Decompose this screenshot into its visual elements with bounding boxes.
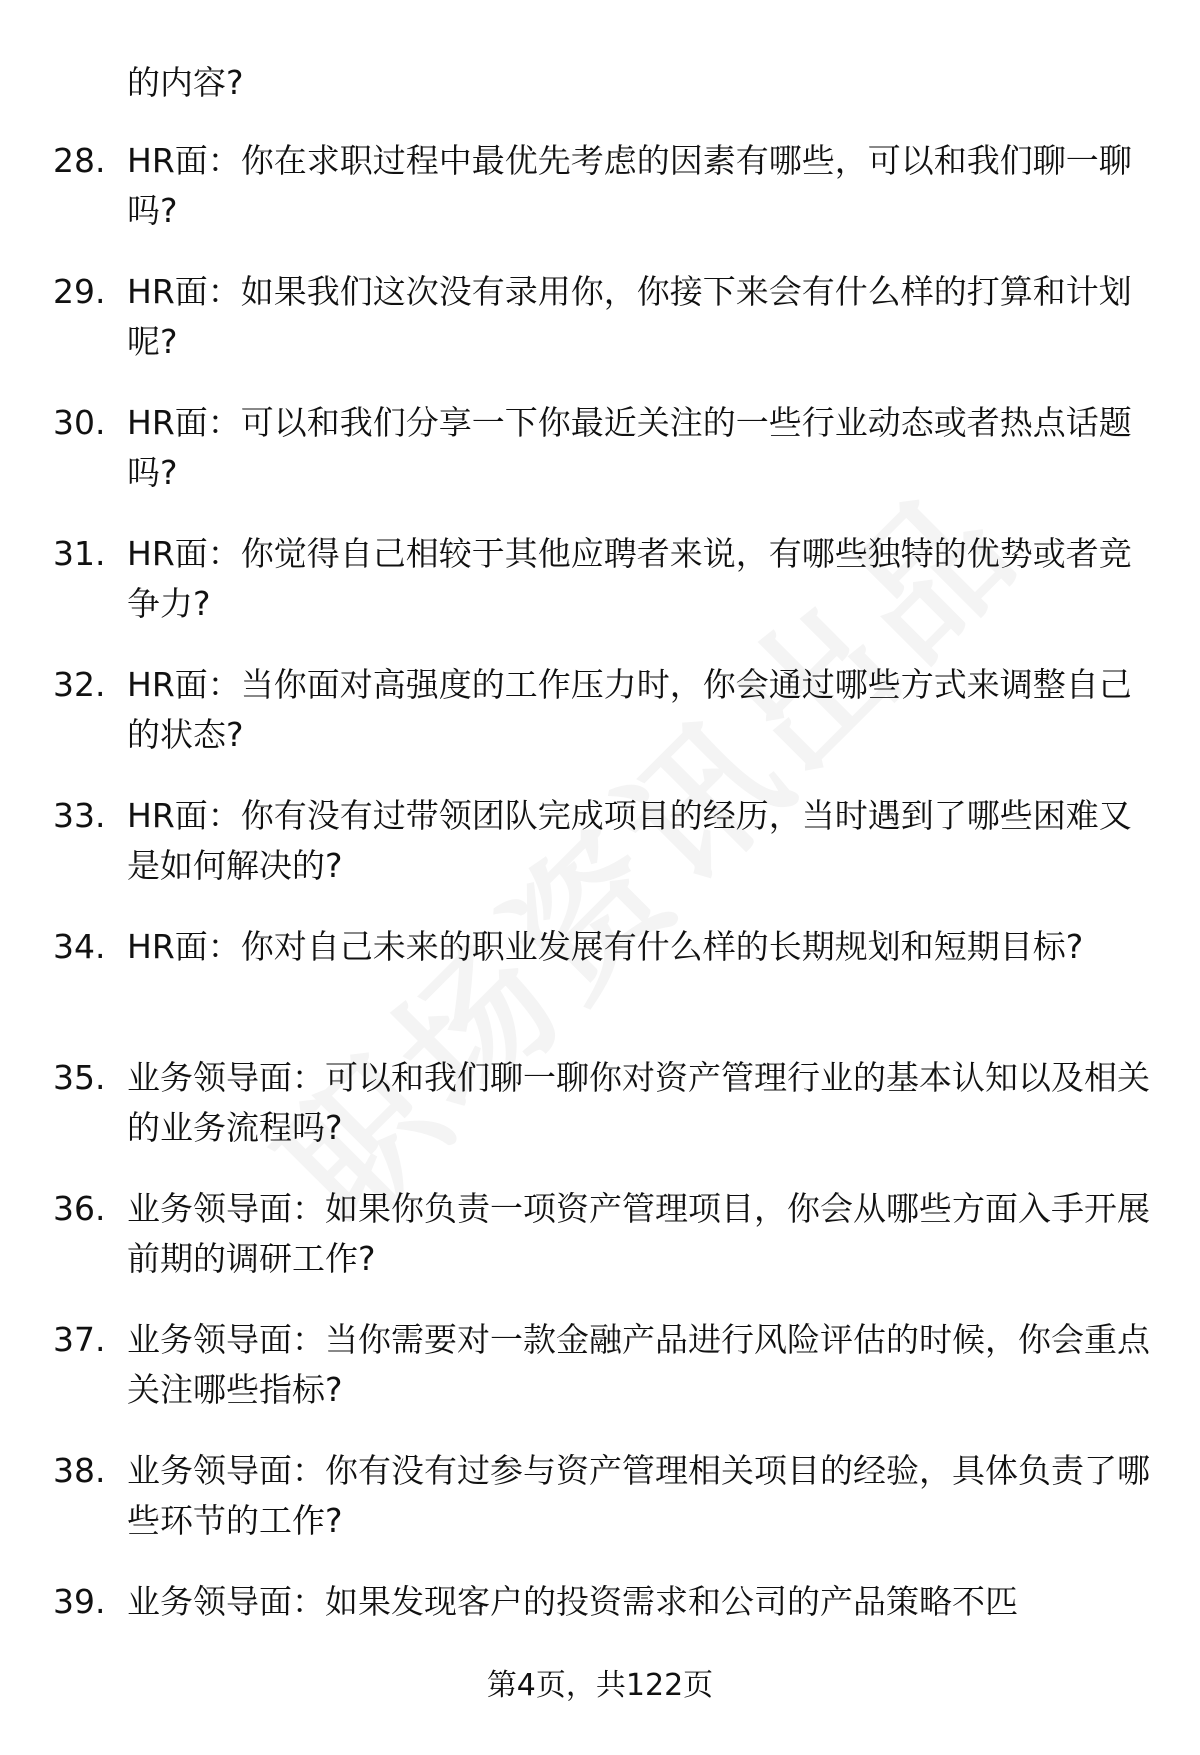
page-footer: 第4页，共122页	[486, 1668, 714, 1703]
list-item	[0, 398, 1200, 529]
question-number: 30.	[53, 403, 106, 442]
question-number: 33.	[53, 796, 106, 835]
list-item	[0, 1053, 1200, 1184]
question-text: 业务领导面：可以和我们聊一聊你对资产管理行业的基本认知以及相关的业务流程吗?	[127, 1058, 1150, 1147]
continuation-text: 的内容?	[127, 63, 244, 102]
question-number: 28.	[53, 141, 106, 180]
list-item	[0, 1577, 1200, 1647]
list-item	[0, 922, 1200, 1053]
question-number: 35.	[53, 1058, 106, 1097]
question-number: 29.	[53, 272, 106, 311]
question-number: 31.	[53, 534, 106, 573]
question-text: HR面：可以和我们分享一下你最近关注的一些行业动态或者热点话题吗?	[127, 403, 1132, 492]
question-text: HR面：你对自己未来的职业发展有什么样的长期规划和短期目标?	[127, 927, 1084, 966]
question-text: 业务领导面：当你需要对一款金融产品进行风险评估的时候，你会重点关注哪些指标?	[127, 1320, 1150, 1409]
question-text: HR面：当你面对高强度的工作压力时，你会通过哪些方式来调整自己的状态?	[127, 665, 1132, 754]
question-number: 39.	[53, 1582, 106, 1621]
question-text: HR面：你在求职过程中最优先考虑的因素有哪些，可以和我们聊一聊吗?	[127, 141, 1132, 230]
question-text: HR面：如果我们这次没有录用你，你接下来会有什么样的打算和计划呢?	[127, 272, 1132, 361]
question-text: 业务领导面：你有没有过参与资产管理相关项目的经验，具体负责了哪些环节的工作?	[127, 1451, 1150, 1540]
question-text: 业务领导面：如果你负责一项资产管理项目，你会从哪些方面入手开展前期的调研工作?	[127, 1189, 1150, 1278]
list-item	[0, 1184, 1200, 1315]
question-number: 34.	[53, 927, 106, 966]
question-number: 37.	[53, 1320, 106, 1359]
question-number: 36.	[53, 1189, 106, 1228]
question-text: HR面：你觉得自己相较于其他应聘者来说，有哪些独特的优势或者竞争力?	[127, 534, 1132, 623]
list-item	[0, 1315, 1200, 1446]
question-number: 32.	[53, 665, 106, 704]
list-item	[0, 267, 1200, 398]
question-text: HR面：你有没有过带领团队完成项目的经历，当时遇到了哪些困难又是如何解决的?	[127, 796, 1132, 885]
question-list	[0, 136, 1200, 1647]
list-item	[0, 136, 1200, 267]
list-item	[0, 660, 1200, 791]
list-item	[0, 529, 1200, 660]
question-number: 38.	[53, 1451, 106, 1490]
question-text: 业务领导面：如果发现客户的投资需求和公司的产品策略不匹	[127, 1582, 1018, 1621]
list-item	[0, 1446, 1200, 1577]
list-item	[0, 791, 1200, 922]
